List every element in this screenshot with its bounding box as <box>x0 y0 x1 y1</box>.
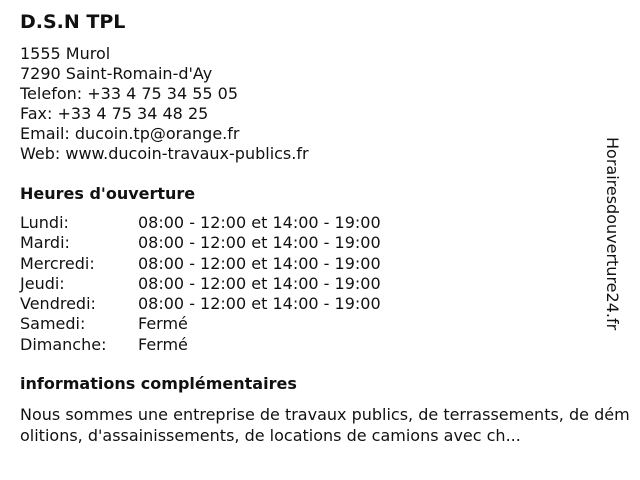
day-label: Lundi: <box>20 213 69 232</box>
day-label: Jeudi: <box>20 273 65 293</box>
additional-info-heading: informations complémentaires <box>20 374 297 393</box>
time-value: 08:00 - 12:00 et 14:00 - 19:00 <box>138 213 381 232</box>
opening-hours-table <box>20 213 381 355</box>
hours-row-tuesday <box>20 233 381 253</box>
site-watermark: Horairesdouverture24.fr <box>603 137 622 331</box>
time-value: 08:00 - 12:00 et 14:00 - 19:00 <box>138 233 381 253</box>
opening-hours-heading: Heures d'ouverture <box>20 184 196 203</box>
web-line: Web: www.ducoin-travaux-publics.fr <box>20 144 309 163</box>
hours-row-thursday <box>20 274 381 294</box>
time-value: 08:00 - 12:00 et 14:00 - 19:00 <box>138 273 381 293</box>
time-value: 08:00 - 12:00 et 14:00 - 19:00 <box>138 253 381 273</box>
time-value: Fermé <box>138 314 188 334</box>
day-label: Mercredi: <box>20 253 95 273</box>
hours-row-wednesday <box>20 254 381 274</box>
address-street: 1555 Murol <box>20 44 111 63</box>
day-label: Dimanche: <box>20 334 107 354</box>
time-value: Fermé <box>138 334 188 354</box>
business-name: D.S.N TPL <box>20 11 126 33</box>
day-label: Mardi: <box>20 233 70 253</box>
fax-line: Fax: +33 4 75 34 48 25 <box>20 104 209 123</box>
hours-row-sunday <box>20 335 381 355</box>
time-value: 08:00 - 12:00 et 14:00 - 19:00 <box>138 294 381 314</box>
additional-info-text: Nous sommes une entreprise de travaux publics, de terrassements, de démolitions, d'assainissements, de locations de camions avec ch... <box>20 405 630 445</box>
email-line: Email: ducoin.tp@orange.fr <box>20 124 240 143</box>
hours-row-friday <box>20 294 381 314</box>
hours-row-monday <box>20 213 381 233</box>
contact-block <box>20 44 309 164</box>
address-city: 7290 Saint-Romain-d'Ay <box>20 64 213 83</box>
hours-row-saturday <box>20 314 381 334</box>
day-label: Vendredi: <box>20 294 96 314</box>
day-label: Samedi: <box>20 314 86 334</box>
phone-line: Telefon: +33 4 75 34 55 05 <box>20 84 239 103</box>
